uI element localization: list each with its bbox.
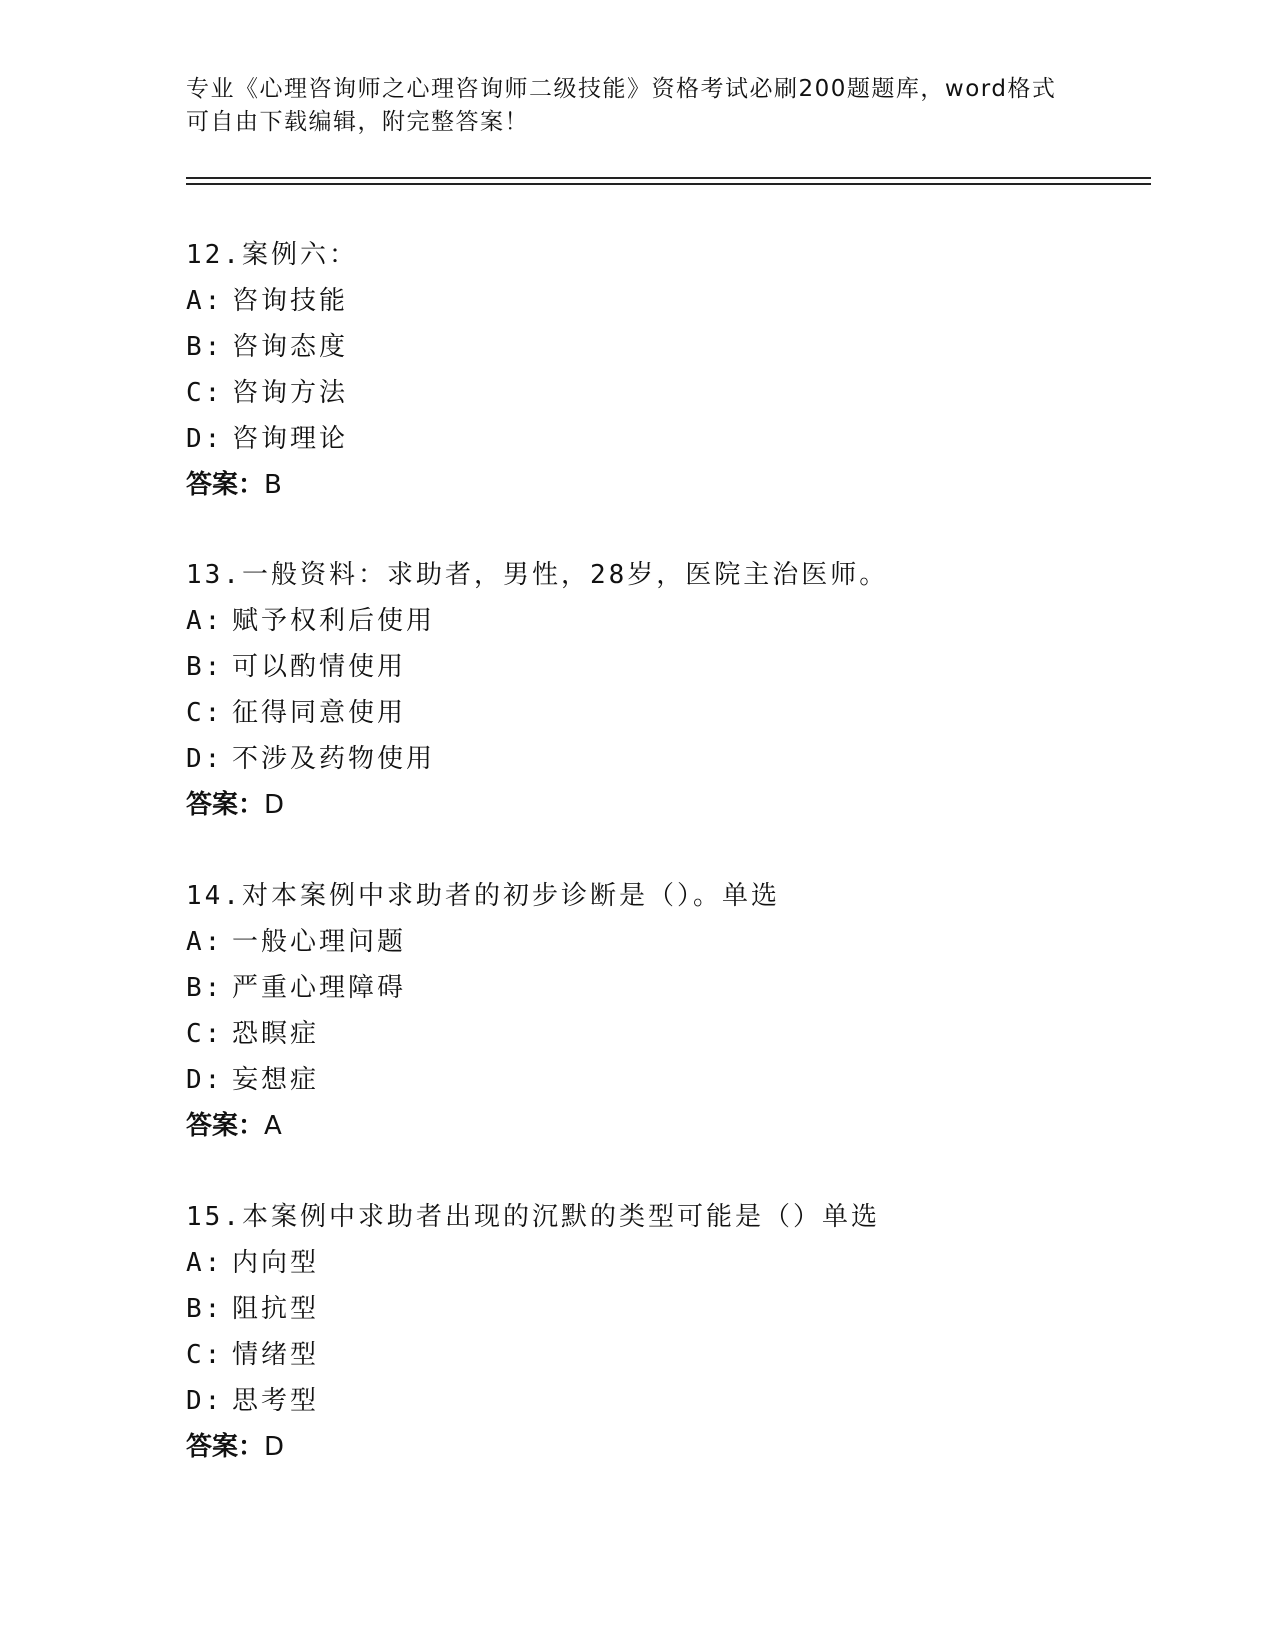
option-b — [186, 644, 1146, 690]
option-c — [186, 690, 1146, 736]
answer-line — [186, 462, 1146, 508]
header-divider-bottom — [186, 183, 1151, 185]
option-text: 思考型 — [232, 1386, 320, 1416]
option-a — [186, 919, 1146, 965]
option-d — [186, 1378, 1146, 1424]
answer-label: 答案： — [186, 1111, 265, 1141]
question-block — [186, 873, 1146, 1149]
option-letter: A: — [186, 1248, 224, 1278]
option-letter: B: — [186, 973, 224, 1003]
answer-value: B — [264, 470, 282, 500]
question-stem: 13.一般资料：求助者，男性，28岁，医院主治医师。 — [186, 560, 889, 590]
option-letter: D: — [186, 1386, 224, 1416]
option-text: 征得同意使用 — [232, 698, 407, 728]
option-letter: A: — [186, 606, 224, 636]
header-line-2: 可自由下载编辑，附完整答案！ — [186, 109, 529, 135]
option-letter: D: — [186, 744, 224, 774]
option-text: 不涉及药物使用 — [232, 744, 436, 774]
header-line-1: 专业《心理咨询师之心理咨询师二级技能》资格考试必刷200题题库，word格式 — [186, 76, 1057, 102]
option-c — [186, 1011, 1146, 1057]
option-letter: C: — [186, 378, 224, 408]
option-letter: B: — [186, 332, 224, 362]
answer-line — [186, 1103, 1146, 1149]
option-text: 赋予权利后使用 — [232, 606, 436, 636]
answer-value: A — [264, 1111, 282, 1141]
option-c — [186, 1332, 1146, 1378]
option-c — [186, 370, 1146, 416]
answer-label: 答案： — [186, 1432, 265, 1462]
answer-line — [186, 1424, 1146, 1470]
option-b — [186, 1286, 1146, 1332]
answer-label: 答案： — [186, 790, 265, 820]
question-block — [186, 552, 1146, 828]
option-letter: D: — [186, 424, 224, 454]
option-text: 咨询态度 — [232, 332, 349, 362]
option-letter: D: — [186, 1065, 224, 1095]
option-a — [186, 278, 1146, 324]
option-text: 严重心理障碍 — [232, 973, 407, 1003]
question-block — [186, 232, 1146, 508]
option-d — [186, 1057, 1146, 1103]
option-letter: A: — [186, 927, 224, 957]
option-text: 咨询技能 — [232, 286, 349, 316]
option-text: 一般心理问题 — [232, 927, 407, 957]
option-letter: B: — [186, 1294, 224, 1324]
option-d — [186, 416, 1146, 462]
option-b — [186, 324, 1146, 370]
option-text: 妄想症 — [232, 1065, 320, 1095]
question-stem: 15.本案例中求助者出现的沉默的类型可能是（）单选 — [186, 1202, 880, 1232]
option-letter: A: — [186, 286, 224, 316]
option-text: 情绪型 — [232, 1340, 320, 1370]
answer-value: D — [264, 790, 285, 820]
option-text: 内向型 — [232, 1248, 320, 1278]
option-d — [186, 736, 1146, 782]
document-header — [186, 73, 1086, 139]
option-text: 咨询理论 — [232, 424, 349, 454]
answer-value: D — [264, 1432, 285, 1462]
option-letter: C: — [186, 1019, 224, 1049]
answer-label: 答案： — [186, 470, 265, 500]
option-letter: B: — [186, 652, 224, 682]
option-b — [186, 965, 1146, 1011]
option-letter: C: — [186, 698, 224, 728]
option-text: 可以酌情使用 — [232, 652, 407, 682]
option-text: 阻抗型 — [232, 1294, 320, 1324]
question-block — [186, 1194, 1146, 1470]
question-stem: 14.对本案例中求助者的初步诊断是（）。单选 — [186, 881, 780, 911]
answer-line — [186, 782, 1146, 828]
option-text: 咨询方法 — [232, 378, 349, 408]
option-letter: C: — [186, 1340, 224, 1370]
option-a — [186, 598, 1146, 644]
option-text: 恐瞑症 — [232, 1019, 320, 1049]
header-divider-top — [186, 177, 1151, 179]
question-stem: 12.案例六： — [186, 240, 358, 270]
option-a — [186, 1240, 1146, 1286]
